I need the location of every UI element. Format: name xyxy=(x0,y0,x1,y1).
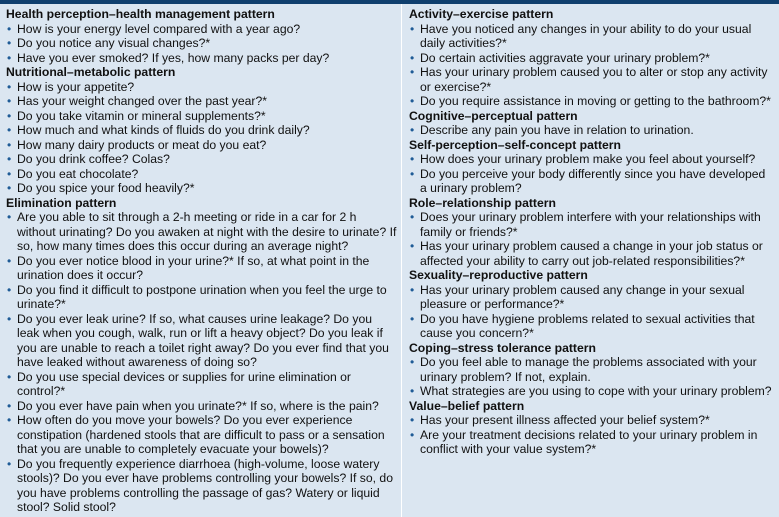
question-text: How is your energy level compared with a year ago? xyxy=(17,21,301,36)
question-item xyxy=(6,109,397,124)
question-text: Do you feel able to manage the problems associated with your urinary problem? If not, explain. xyxy=(420,355,757,384)
section-heading: Cognitive–perceptual pattern xyxy=(409,108,578,123)
question-text: Has your urinary problem caused any change in your sexual pleasure or performance?* xyxy=(420,282,745,311)
question-item xyxy=(409,65,775,94)
question-text: Do certain activities aggravate your urinary problem?* xyxy=(420,50,710,65)
question-item xyxy=(6,123,397,138)
question-text: Do you drink coffee? Colas? xyxy=(17,152,170,166)
section-heading: Elimination pattern xyxy=(6,195,117,210)
question-text: Has your urinary problem caused a change in your job status or affected your ability to carry out job-related responsibilities?* xyxy=(420,239,763,268)
question-list xyxy=(6,80,397,196)
bullet-dot-icon: • xyxy=(410,355,415,369)
question-item xyxy=(6,370,397,399)
bullet-dot-icon: • xyxy=(410,123,415,137)
question-item xyxy=(409,355,775,384)
question-list xyxy=(409,22,775,109)
question-list xyxy=(6,210,397,515)
bullet-dot-icon: • xyxy=(7,398,12,413)
bullet-dot-icon: • xyxy=(410,50,415,65)
question-item xyxy=(6,22,397,37)
bullet-dot-icon: • xyxy=(410,282,415,297)
question-item xyxy=(409,413,775,428)
question-item xyxy=(6,138,397,153)
question-text: Are your treatment decisions related to your urinary problem in conflict with your value system?* xyxy=(420,427,758,456)
bullet-dot-icon: • xyxy=(410,94,415,108)
question-item xyxy=(409,22,775,51)
bullet-dot-icon: • xyxy=(7,36,12,50)
question-text: Has your urinary problem caused you to alter or stop any activity or exercise?* xyxy=(420,65,768,94)
question-item xyxy=(409,51,775,66)
question-list xyxy=(409,152,775,196)
question-item xyxy=(6,167,397,182)
section-heading: Coping–stress tolerance pattern xyxy=(409,340,596,355)
section-cognitive-perceptual-pattern xyxy=(409,109,775,138)
bullet-dot-icon: • xyxy=(7,210,12,224)
question-list xyxy=(409,210,775,268)
question-item xyxy=(409,167,775,196)
question-text: Do you ever notice blood in your urine?* If so, at what point in the urination does it occur? xyxy=(17,253,370,282)
bullet-dot-icon: • xyxy=(7,311,12,326)
question-text: Do you use special devices or supplies for urine elimination or control?* xyxy=(17,369,351,398)
question-item xyxy=(409,152,775,167)
question-text: Do you require assistance in moving or getting to the bathroom?* xyxy=(420,94,771,108)
question-list xyxy=(409,355,775,399)
question-item xyxy=(6,413,397,457)
question-text: Do you frequently experience diarrhoea (high-volume, loose watery stools)? Do you ever have problems controlling your bowels? If so, do you have problems controlling the passage of gas? Watery or liquid stool? Solid stool? xyxy=(17,456,393,514)
section-heading: Self-perception–self-concept pattern xyxy=(409,137,621,152)
bullet-dot-icon: • xyxy=(7,282,12,297)
question-item xyxy=(409,312,775,341)
question-text: Have you noticed any changes in your ability to do your usual daily activities?* xyxy=(420,21,752,50)
question-text: How does your urinary problem make you feel about yourself? xyxy=(420,152,756,166)
bullet-dot-icon: • xyxy=(7,94,12,108)
question-text: What strategies are you using to cope with your urinary problem? xyxy=(420,384,772,398)
question-item xyxy=(409,123,775,138)
question-text: Do you eat chocolate? xyxy=(17,166,139,181)
section-heading: Value–belief pattern xyxy=(409,398,525,413)
question-text: Has your weight changed over the past year?* xyxy=(17,94,267,108)
bullet-dot-icon: • xyxy=(7,152,12,166)
question-list xyxy=(409,123,775,138)
question-item xyxy=(6,399,397,414)
question-item xyxy=(6,210,397,254)
section-elimination-pattern xyxy=(6,196,397,515)
question-text: Do you have hygiene problems related to sexual activities that cause you concern?* xyxy=(420,311,755,340)
section-activity-exercise-pattern xyxy=(409,7,775,109)
section-heading: Role–relationship pattern xyxy=(409,195,556,210)
question-item xyxy=(6,94,397,109)
question-item xyxy=(409,94,775,109)
section-coping-stress-tolerance-pattern xyxy=(409,341,775,399)
bullet-dot-icon: • xyxy=(410,384,415,398)
section-self-perception-self-concept-pattern xyxy=(409,138,775,196)
bullet-dot-icon: • xyxy=(7,108,12,123)
right-column xyxy=(402,4,779,517)
left-column xyxy=(0,4,402,517)
question-text: Does your urinary problem interfere with your relationships with family or friends?* xyxy=(420,210,761,239)
section-sexuality-reproductive-pattern xyxy=(409,268,775,341)
question-text: How many dairy products or meat do you eat? xyxy=(17,137,267,152)
bullet-dot-icon: • xyxy=(410,311,415,326)
question-item xyxy=(6,181,397,196)
question-text: Do you perceive your body differently since you have developed a urinary problem? xyxy=(420,166,766,195)
bullet-dot-icon: • xyxy=(410,210,415,224)
question-item xyxy=(6,312,397,370)
question-text: Do you take vitamin or mineral supplements?* xyxy=(17,108,266,123)
bullet-dot-icon: • xyxy=(7,369,12,384)
section-health-perception-health-management-pattern xyxy=(6,7,397,65)
bullet-dot-icon: • xyxy=(410,21,415,36)
bullet-dot-icon: • xyxy=(7,50,12,65)
question-text: Describe any pain you have in relation to urination. xyxy=(420,123,694,137)
question-list xyxy=(409,413,775,457)
section-value-belief-pattern xyxy=(409,399,775,457)
bullet-dot-icon: • xyxy=(410,166,415,181)
question-text: Do you notice any visual changes?* xyxy=(17,36,211,50)
bullet-dot-icon: • xyxy=(7,253,12,268)
question-text: Has your present illness affected your belief system?* xyxy=(420,413,710,427)
question-text: Have you ever smoked? If yes, how many packs per day? xyxy=(17,50,330,65)
question-item xyxy=(6,51,397,66)
section-heading: Nutritional–metabolic pattern xyxy=(6,65,176,79)
question-item xyxy=(409,384,775,399)
section-heading: Sexuality–reproductive pattern xyxy=(409,268,588,282)
question-item xyxy=(409,210,775,239)
bullet-dot-icon: • xyxy=(7,123,12,137)
section-role-relationship-pattern xyxy=(409,196,775,269)
section-heading: Activity–exercise pattern xyxy=(409,7,554,21)
section-nutritional-metabolic-pattern xyxy=(6,65,397,196)
question-text: Do you ever leak urine? If so, what causes urine leakage? Do you leak when you cough, walk, run or lift a heavy object? Do you leak if you are unable to reach a toilet right away? Do you ever find that you have leaked without awareness of doing so? xyxy=(17,311,389,369)
question-text: How is your appetite? xyxy=(17,79,135,94)
question-list xyxy=(409,283,775,341)
bullet-dot-icon: • xyxy=(7,79,12,94)
question-item xyxy=(6,80,397,95)
question-item xyxy=(409,239,775,268)
bullet-dot-icon: • xyxy=(7,413,12,427)
question-text: Do you spice your food heavily?* xyxy=(17,181,195,195)
bullet-dot-icon: • xyxy=(410,239,415,253)
bullet-dot-icon: • xyxy=(410,413,415,427)
question-text: Are you able to sit through a 2-h meeting or ride in a car for 2 h without urinating? Do you awaken at night with the desire to urinate? If so, how many times does this occur during an average night? xyxy=(17,210,397,253)
section-heading: Health perception–health management pattern xyxy=(6,7,275,21)
question-item xyxy=(6,283,397,312)
bullet-dot-icon: • xyxy=(7,181,12,195)
question-item xyxy=(409,283,775,312)
question-item xyxy=(409,428,775,457)
bullet-dot-icon: • xyxy=(410,152,415,166)
question-item xyxy=(6,457,397,515)
bullet-dot-icon: • xyxy=(410,65,415,79)
question-item xyxy=(6,36,397,51)
bullet-dot-icon: • xyxy=(410,427,415,442)
question-text: Do you find it difficult to postpone urination when you feel the urge to urinate?* xyxy=(17,282,387,311)
bullet-dot-icon: • xyxy=(7,166,12,181)
question-list xyxy=(6,22,397,66)
question-item xyxy=(6,254,397,283)
bullet-dot-icon: • xyxy=(7,21,12,36)
question-text: Do you ever have pain when you urinate?* If so, where is the pain? xyxy=(17,398,379,413)
bullet-dot-icon: • xyxy=(7,456,12,471)
bullet-dot-icon: • xyxy=(7,137,12,152)
question-text: How often do you move your bowels? Do you ever experience constipation (hardened stools that are difficult to pass or a sensation that you are unable to completely evacuate your bowels)? xyxy=(17,413,385,456)
question-text: How much and what kinds of fluids do you drink daily? xyxy=(17,123,310,137)
question-item xyxy=(6,152,397,167)
